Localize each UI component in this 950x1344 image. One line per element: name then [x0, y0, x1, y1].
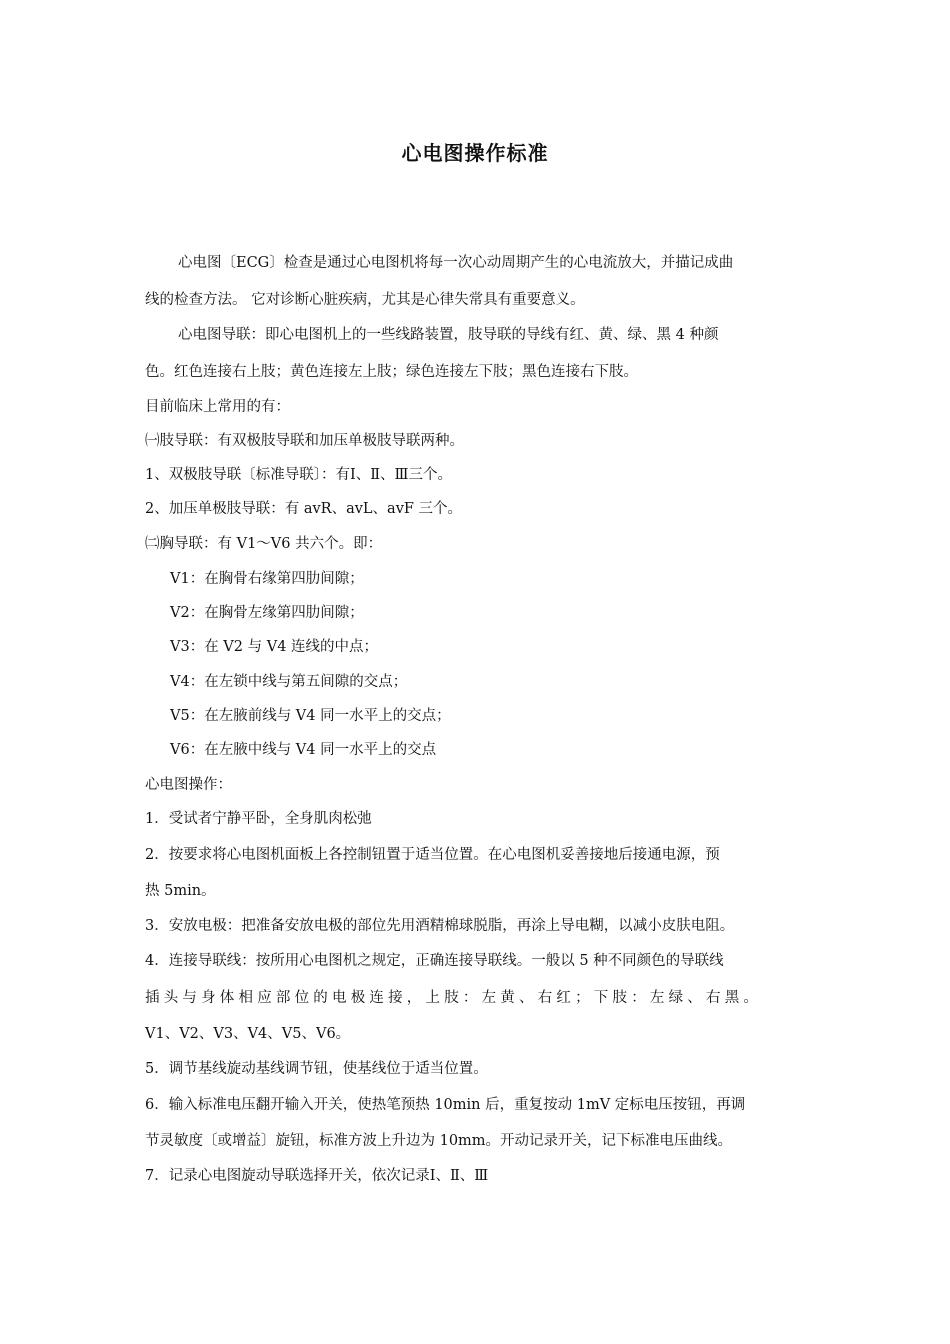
- text-line: V5：在左腋前线与 V4 同一水平上的交点；: [170, 708, 451, 724]
- text-line: 心电图〔ECG〕检查是通过心电图机将每一次心动周期产生的心电流放大，并描记成曲: [178, 255, 734, 271]
- text-line: 心电图导联：即心电图机上的一些线路装置，肢导联的导线有红、黄、绿、黑 4 种颜: [178, 327, 719, 343]
- document-title: 心电图操作标准: [401, 141, 549, 165]
- text-line: 5．调节基线旋动基线调节钮，使基线位于适当位置。: [145, 1061, 488, 1077]
- text-line: 7．记录心电图旋动导联选择开关，依次记录Ⅰ、Ⅱ、Ⅲ: [145, 1168, 489, 1184]
- text-line: 1、双极肢导联〔标准导联〕：有Ⅰ、Ⅱ、Ⅲ三个。: [145, 467, 453, 483]
- text-line: 目前临床上常用的有：: [145, 399, 290, 415]
- text-line: ㈡胸导联：有 V1～V6 共六个。即：: [145, 536, 383, 552]
- text-line: V6：在左腋中线与 V4 同一水平上的交点: [170, 742, 437, 758]
- text-line: V1：在胸骨右缘第四肋间隙；: [170, 571, 364, 587]
- text-line: 4．连接导联线：按所用心电图机之规定，正确连接导联线。一般以 5 种不同颜色的导联线: [145, 953, 724, 969]
- text-line: V4：在左锁中线与第五间隙的交点；: [170, 674, 408, 690]
- text-line: V1、V2、V3、V4、V5、V6。: [145, 1026, 351, 1042]
- text-line: 热 5min。: [145, 883, 216, 899]
- text-line: 1．受试者宁静平卧，全身肌肉松弛: [145, 811, 372, 827]
- text-line: 色。红色连接右上肢；黄色连接左上肢；绿色连接左下肢；黑色连接右下肢。: [145, 364, 638, 380]
- text-line: V2：在胸骨左缘第四肋间隙；: [170, 605, 364, 621]
- text-line: 6．输入标准电压翻开输入开关，使热笔预热 10min 后，重复按动 1mV 定标电压按钮，再调: [145, 1097, 746, 1113]
- text-line: 节灵敏度〔或增益〕旋钮，标准方波上升边为 10mm。开动记录开关，记下标准电压曲线。: [145, 1133, 733, 1149]
- text-line: 2、加压单极肢导联：有 avR、avL、avF 三个。: [145, 501, 463, 517]
- text-line: 心电图操作：: [145, 777, 232, 793]
- text-line: ㈠肢导联：有双极肢导联和加压单极肢导联两种。: [145, 433, 464, 449]
- text-line: 3．安放电极：把准备安放电极的部位先用酒精棉球脱脂，再涂上导电糊，以减小皮肤电阻。: [145, 918, 735, 934]
- text-line: V3：在 V2 与 V4 连线的中点；: [170, 639, 379, 655]
- text-line: 2．按要求将心电图机面板上各控制钮置于适当位置。在心电图机妥善接地后接通电源，预: [145, 847, 720, 863]
- text-line: 线的检查方法。 它对诊断心脏疾病，尤其是心律失常具有重要意义。: [145, 292, 585, 308]
- text-line: 插头与身体相应部位的电极连接，上肢：左黄、右红；下肢：左绿、右黑。: [145, 990, 763, 1006]
